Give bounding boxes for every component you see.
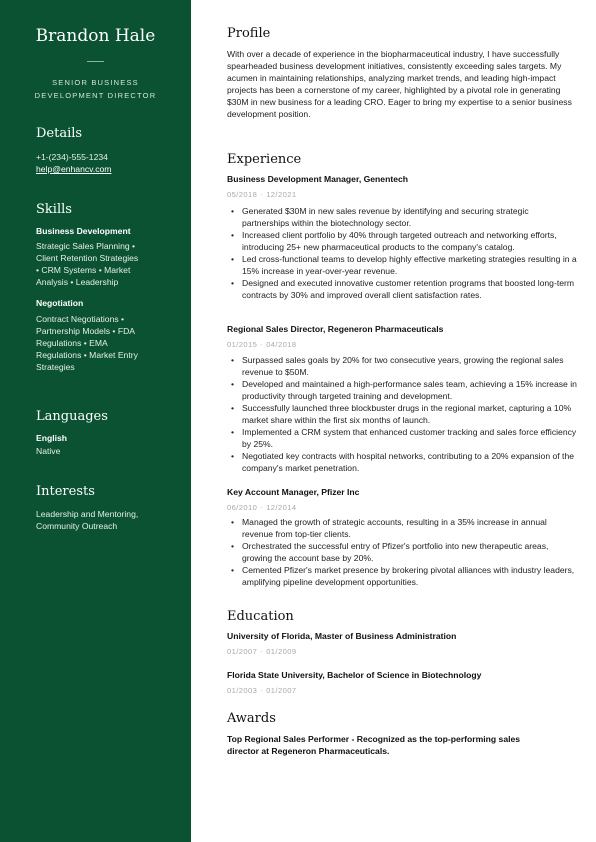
date-end: 12/2014	[266, 503, 297, 512]
date-start: 01/2007	[227, 647, 258, 656]
list-item: • Managed the growth of strategic accounts, resulting in a 35% increase in annual revenue from top-tier clients.	[227, 516, 577, 540]
job-dates: 05/2018 - 12/2021	[227, 190, 297, 199]
award-line: Top Regional Sales Performer - Recognized as the top-performing sales	[227, 734, 521, 744]
list-item: • Developed and maintained a high-performance sales team, achieving a 15% increase in productivity through targeted training and development.	[227, 378, 577, 402]
candidate-title-line: SENIOR BUSINESS	[52, 78, 139, 87]
list-item: • Orchestrated the successful entry of Pfizer's portfolio into new therapeutic areas, growing the account base by 20%.	[227, 540, 577, 564]
date-start: 01/2003	[227, 686, 258, 695]
job-title: Business Development Manager, Genentech	[227, 174, 409, 184]
skill-line: • CRM Systems • Market	[36, 265, 131, 275]
date-start: 05/2018	[227, 190, 258, 199]
list-item: • Led cross-functional teams to develop highly effective marketing strategies resulting in a 15% increase in year-over-year revenue.	[227, 253, 577, 277]
award-line: director at Regeneron Pharmaceuticals.	[227, 746, 390, 756]
degree-title: Florida State University, Bachelor of Science in Biotechnology	[227, 670, 482, 680]
skill-group-title: Negotiation	[36, 298, 84, 308]
date-start: 01/2015	[227, 340, 258, 349]
list-item: • Implemented a CRM system that enhanced customer tracking and sales force efficiency by 25%.	[227, 426, 577, 450]
job-title: Regional Sales Director, Regeneron Pharmaceuticals	[227, 324, 444, 334]
candidate-name: Brandon Hale	[35, 26, 156, 46]
skills-heading: Skills	[36, 202, 72, 217]
skill-line: Strategic Sales Planning •	[36, 241, 136, 251]
job-bullets	[227, 354, 577, 474]
skill-group-list	[36, 240, 166, 288]
skill-line: Partnership Models • FDA	[36, 326, 136, 336]
candidate-title	[20, 77, 171, 102]
name-divider	[87, 61, 104, 62]
interests-list	[36, 508, 166, 532]
list-item: • Cemented Pfizer's market presence by brokering pivotal alliances with industry leaders, amplifying pipeline development opportunities.	[227, 564, 577, 588]
candidate-title-line: DEVELOPMENT DIRECTOR	[34, 90, 157, 100]
award-entry	[227, 733, 577, 757]
degree-dates: 01/2007 - 01/2009	[227, 647, 297, 656]
job-title: Key Account Manager, Pfizer Inc	[227, 487, 360, 497]
skill-line: Client Retention Strategies	[36, 253, 139, 263]
phone-number: +1-(234)-555-1234	[36, 152, 108, 162]
job-bullets	[227, 205, 577, 301]
education-heading: Education	[227, 609, 294, 624]
language-level: Native	[36, 446, 61, 456]
date-end: 12/2021	[266, 190, 297, 199]
job-dates: 01/2015 - 04/2018	[227, 340, 297, 349]
sidebar	[0, 0, 191, 842]
email-link-text[interactable]: help@enhancv.com	[36, 164, 112, 174]
list-item: • Successfully launched three blockbuster drugs in the regional market, capturing a 10% market share within the first six months of launch.	[227, 402, 577, 426]
experience-heading: Experience	[227, 152, 302, 167]
job-dates: 06/2010 - 12/2014	[227, 503, 297, 512]
list-item: • Generated $30M in new sales revenue by identifying and securing strategic partnerships within the biotechnology sector.	[227, 205, 577, 229]
skill-line: Analysis • Leadership	[36, 277, 119, 287]
language-name: English	[36, 433, 68, 443]
profile-heading: Profile	[227, 26, 271, 41]
list-item: • Designed and executed innovative customer retention programs that boosted long-term contracts by 30% and improved overall client satisfaction rates.	[227, 277, 577, 301]
interest-line: Leadership and Mentoring,	[36, 509, 139, 519]
list-item: • Surpassed sales goals by 20% for two consecutive years, growing the regional sales revenue to $50M.	[227, 354, 577, 378]
awards-heading: Awards	[227, 711, 276, 726]
job-bullets	[227, 516, 577, 588]
degree-title: University of Florida, Master of Business Administration	[227, 631, 457, 641]
skill-group-title: Business Development	[36, 226, 131, 236]
list-item: • Increased client portfolio by 40% through targeted outreach and networking efforts, introducing 25+ new pharmaceutical products to the company's catalog.	[227, 229, 577, 253]
interests-heading: Interests	[36, 484, 95, 499]
details-heading: Details	[36, 126, 83, 141]
date-end: 01/2009	[266, 647, 297, 656]
skill-line: Regulations • Market Entry	[36, 350, 138, 360]
profile-summary: With over a decade of experience in the biopharmaceutical industry, I have successfully spearheaded business development initiatives, consistently exceeding sales targets. My acumen in maintaining relationships, analyzing market trends, and leading high-impact projects has been a cornerstone of my career, highlighted by a pivotal role in generating $30M in new business for a leading CRO. Eager to bring my expertise to a senior business development position.	[227, 49, 572, 119]
date-end: 04/2018	[266, 340, 297, 349]
skill-line: Contract Negotiations •	[36, 314, 125, 324]
skill-line: Strategies	[36, 362, 75, 372]
interest-line: Community Outreach	[36, 521, 118, 531]
skill-group-list	[36, 313, 166, 373]
date-start: 06/2010	[227, 503, 258, 512]
skill-line: Regulations • EMA	[36, 338, 108, 348]
languages-heading: Languages	[36, 409, 108, 424]
degree-dates: 01/2003 - 01/2007	[227, 686, 297, 695]
list-item: • Negotiated key contracts with hospital networks, contributing to a 20% expansion of the company's market penetration.	[227, 450, 577, 474]
email-link[interactable]	[36, 163, 166, 175]
date-end: 01/2007	[266, 686, 297, 695]
